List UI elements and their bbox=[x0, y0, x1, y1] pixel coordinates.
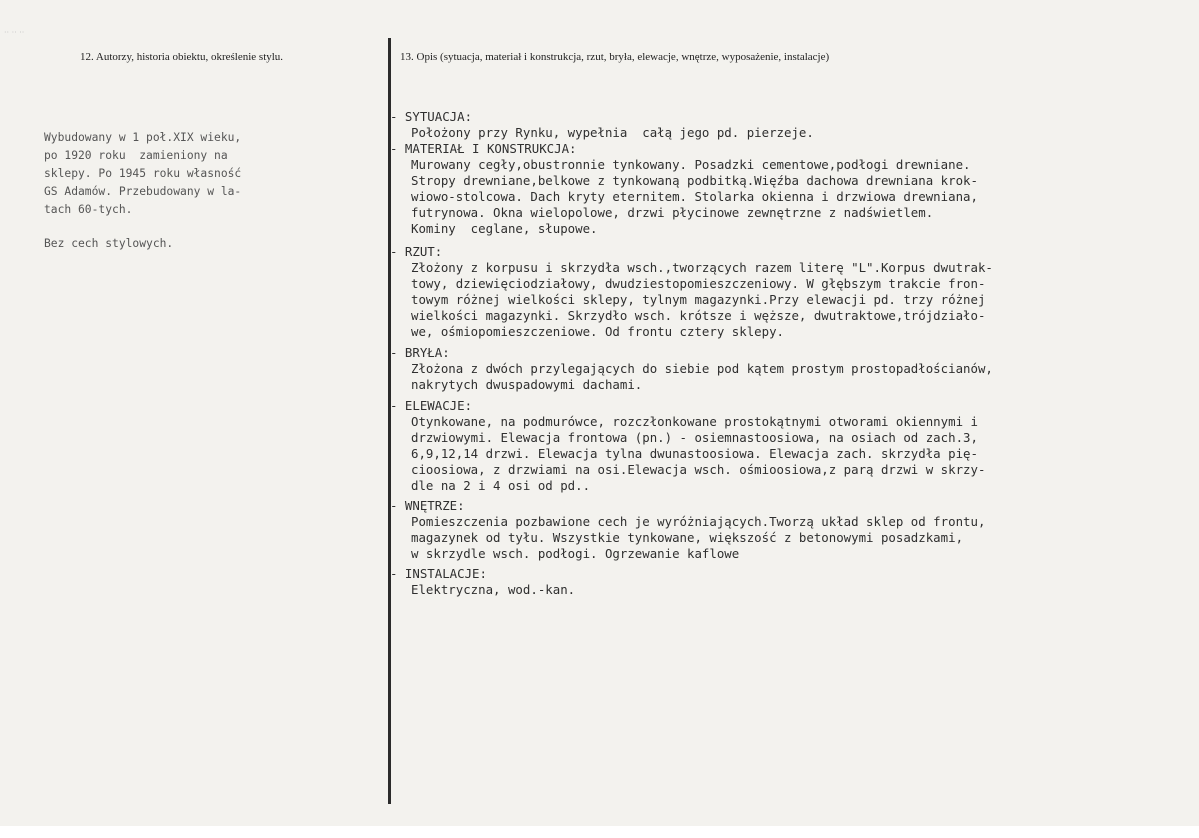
heading-instalacje: - INSTALACJE: bbox=[390, 566, 487, 581]
heading-material: - MATERIAŁ I KONSTRUKCJA: bbox=[390, 141, 577, 156]
description-line: wiowo-stolcowa. Dach kryty eternitem. Stolarka okienna i drzwiowa drewniana, bbox=[411, 189, 978, 204]
description-line: 6,9,12,14 drzwi. Elewacja tylna dwunastoosiowa. Elewacja zach. skrzydła pię- bbox=[411, 446, 978, 461]
heading-wnetrze: - WNĘTRZE: bbox=[390, 498, 465, 513]
description-line: Położony przy Rynku, wypełnia całą jego pd. pierzeje. bbox=[411, 125, 814, 140]
description-line: wielkości magazynki. Skrzydło wsch. krótsze i węższe, dwutraktowe,trójdziało- bbox=[411, 308, 986, 323]
history-line: GS Adamów. Przebudowany w la- bbox=[44, 185, 242, 198]
history-line: tach 60-tych. bbox=[44, 203, 133, 216]
description-line: towy, dziewięciodziałowy, dwudziestopomieszczeniowy. W głębszym trakcie fron- bbox=[411, 276, 986, 291]
description-line: we, ośmiopomieszczeniowe. Od frontu cztery sklepy. bbox=[411, 324, 784, 339]
section-13-header: 13. Opis (sytuacja, materiał i konstrukcja, rzut, bryła, elewacje, wnętrze, wyposażenie, instalacje) bbox=[400, 51, 830, 63]
history-line: Wybudowany w 1 poł.XIX wieku, bbox=[44, 131, 242, 144]
description-line: Otynkowane, na podmurówce, rozczłonkowane prostokątnymi otworami okiennymi i bbox=[411, 414, 978, 429]
description-line: Pomieszczenia pozbawione cech je wyróżniających.Tworzą układ sklep od frontu, bbox=[411, 514, 986, 529]
description-line: Złożona z dwóch przylegających do siebie pod kątem prostym prostopadłościanów, bbox=[411, 361, 993, 376]
history-line: sklepy. Po 1945 roku własność bbox=[44, 167, 242, 180]
description-line: Kominy ceglane, słupowe. bbox=[411, 221, 598, 236]
description-line: towym różnej wielkości sklepy, tylnym magazynki.Przy elewacji pd. trzy różnej bbox=[411, 292, 986, 307]
history-line: po 1920 roku zamieniony na bbox=[44, 149, 228, 162]
heading-rzut: - RZUT: bbox=[390, 244, 443, 259]
description-line: cioosiowa, z drzwiami na osi.Elewacja wsch. ośmioosiowa,z parą drzwi w skrzy- bbox=[411, 462, 986, 477]
section-12-header: 12. Autorzy, historia obiektu, określenie stylu. bbox=[80, 51, 284, 63]
description-line: Stropy drewniane,belkowe z tynkowaną podbitką.Więźba dachowa drewniana krok- bbox=[411, 173, 978, 188]
description-line: dle na 2 i 4 osi od pd.. bbox=[411, 478, 591, 493]
description-line: futrynowa. Okna wielopolowe, drzwi płycinowe zewnętrzne z nadświetlem. bbox=[411, 205, 934, 220]
heading-bryla: - BRYŁA: bbox=[390, 345, 450, 360]
style-note: Bez cech stylowych. bbox=[44, 237, 174, 250]
description-line: magazynek od tyłu. Wszystkie tynkowane, większość z betonowymi posadzkami, bbox=[411, 530, 964, 545]
description-line: Elektryczna, wod.-kan. bbox=[411, 582, 576, 597]
description-line: w skrzydle wsch. podłogi. Ogrzewanie kaflowe bbox=[411, 546, 740, 561]
description-line: Murowany cegły,obustronnie tynkowany. Posadzki cementowe,podłogi drewniane. bbox=[411, 157, 971, 172]
page-bottom-edge bbox=[0, 826, 1199, 838]
scan-mark: ·· ·· ·· bbox=[4, 28, 25, 37]
description-line: nakrytych dwuspadowymi dachami. bbox=[411, 377, 643, 392]
heading-sytuacja: - SYTUACJA: bbox=[390, 109, 473, 124]
description-line: drzwiowymi. Elewacja frontowa (pn.) - osiemnastoosiowa, na osiach od zach.3, bbox=[411, 430, 978, 445]
description-line: Złożony z korpusu i skrzydła wsch.,tworzących razem literę "L".Korpus dwutrak- bbox=[411, 260, 993, 275]
heading-elewacje: - ELEWACJE: bbox=[390, 398, 473, 413]
